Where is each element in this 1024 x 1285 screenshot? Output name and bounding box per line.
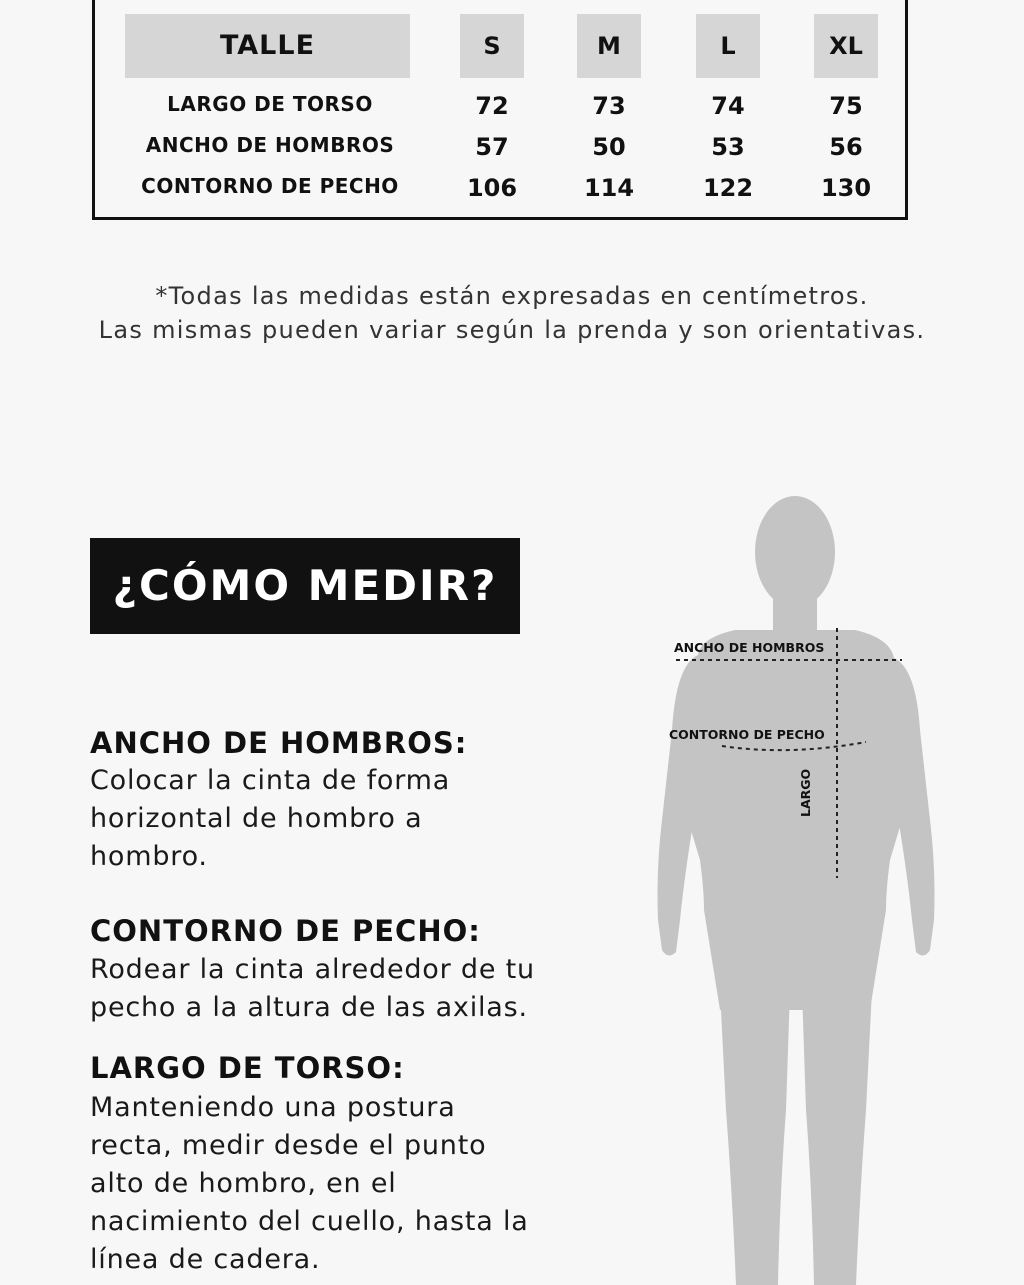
size-table	[92, 0, 908, 220]
section-title-length	[90, 1051, 405, 1085]
table-cell: 73	[592, 92, 626, 120]
row-label-ancho: ANCHO DE HOMBROS	[145, 133, 395, 157]
table-cell: 114	[583, 174, 635, 202]
size-header-talle: TALLE	[125, 14, 410, 78]
section-title-colon: :	[392, 1051, 405, 1085]
size-header-s: S	[460, 14, 524, 78]
table-cell: 56	[829, 133, 863, 161]
size-header-l: L	[696, 14, 760, 78]
table-cell: 75	[829, 92, 863, 120]
how-to-measure-title: ¿CÓMO MEDIR?	[90, 538, 520, 634]
table-cell: 74	[711, 92, 745, 120]
figure-label-shoulders: ANCHO DE HOMBROS	[674, 640, 825, 655]
section-title-colon: :	[454, 726, 468, 760]
measurement-note-line2: Las mismas pueden variar según la prenda y son orientativas.	[98, 316, 926, 344]
silhouette	[658, 496, 935, 1285]
body-silhouette-figure	[640, 490, 950, 1285]
table-cell: 106	[466, 174, 518, 202]
section-text-chest: Rodear la cinta alrededor de tu pecho a la altura de las axilas.	[90, 954, 535, 1023]
size-header-xl: XL	[814, 14, 878, 78]
row-label-contorno: CONTORNO DE PECHO	[141, 174, 399, 198]
section-title-shoulders	[90, 726, 467, 760]
table-cell: 57	[475, 133, 509, 161]
measurement-note-line1: *Todas las medidas están expresadas en centímetros.	[155, 282, 869, 310]
section-title-text: CONTORNO DE PECHO	[90, 914, 469, 948]
table-cell: 122	[702, 174, 754, 202]
section-text-length: Manteniendo una postura recta, medir desde el punto alto de hombro, en el nacimiento del cuello, hasta la línea de cadera.	[90, 1092, 529, 1275]
body-silhouette-icon	[640, 490, 950, 1285]
section-title-colon: :	[468, 914, 481, 948]
table-cell: 130	[820, 174, 872, 202]
section-text-shoulders: Colocar la cinta de forma horizontal de hombro a hombro.	[90, 765, 451, 872]
figure-label-length: LARGO	[798, 768, 813, 817]
figure-label-chest: CONTORNO DE PECHO	[669, 727, 825, 742]
section-title-text: LARGO DE TORSO	[90, 1051, 393, 1085]
table-cell: 72	[475, 92, 509, 120]
row-label-largo: LARGO DE TORSO	[167, 92, 373, 116]
table-cell: 53	[711, 133, 745, 161]
size-header-m: M	[577, 14, 641, 78]
section-title-chest	[90, 914, 481, 948]
table-cell: 50	[592, 133, 626, 161]
section-title-text: ANCHO DE HOMBROS	[90, 726, 455, 760]
